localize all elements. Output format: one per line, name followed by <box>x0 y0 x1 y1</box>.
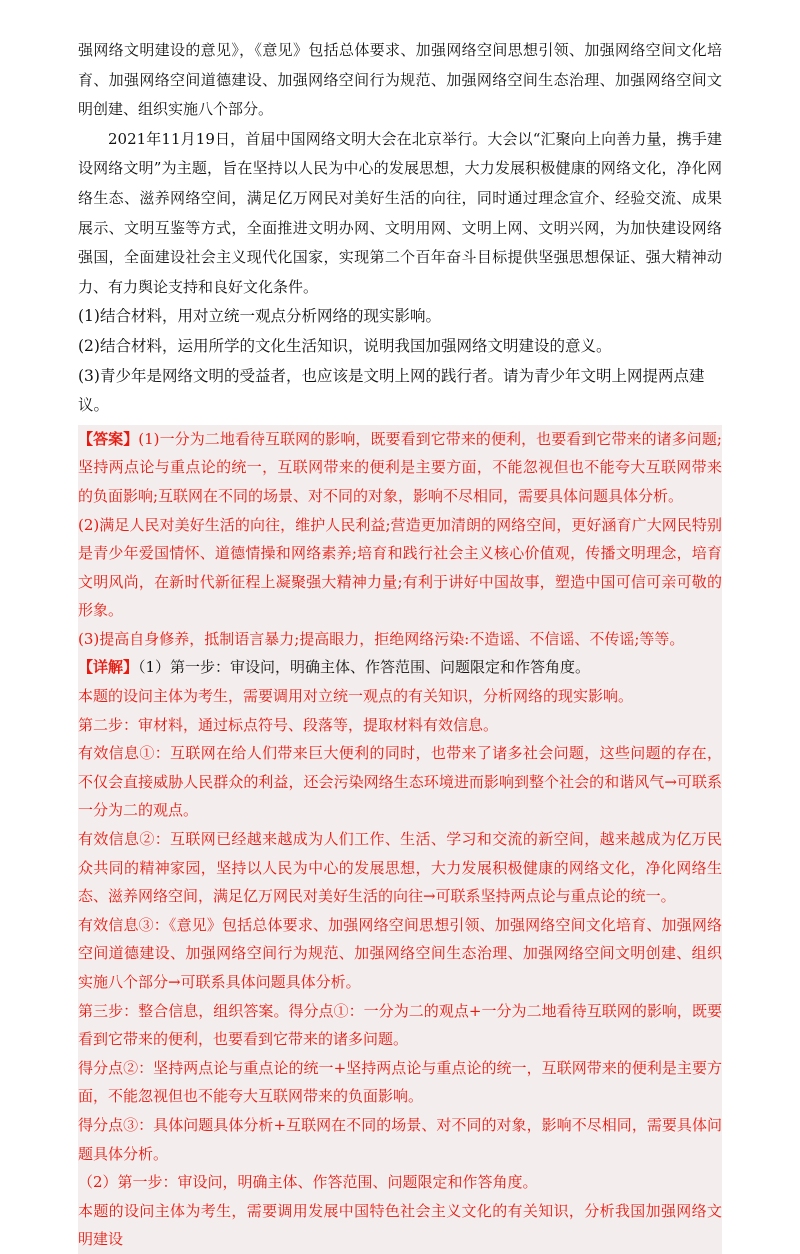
detail-paragraph: 本题的设问主体为考生，需要调用对立统一观点的有关知识，分析网络的现实影响。 <box>78 687 634 706</box>
detail-text: （1）第一步：审设问，明确主体、作答范围、问题限定和作答角度。 <box>138 658 591 677</box>
question-item: (3)青少年是网络文明的受益者，也应该是文明上网的践行者。请为青少年文明上网提两点建议。 <box>78 366 705 415</box>
questions-section <box>78 302 722 420</box>
detail-paragraph: 有效信息②：互联网已经越来越成为人们工作、生活、学习和交流的新空间，越来越成为亿万民众共同的精神家园，坚持以人民为中心的发展思想，大力发展积极健康的网络文化，净化网络生态、滋养网络空间，满足亿万网民对美好生活的向往→可联系坚持两点论与重点论的统一。 <box>78 830 722 906</box>
document-page <box>78 36 722 1254</box>
answer-label: 【答案】 <box>78 429 139 448</box>
material-paragraph: 2021年11月19日，首届中国网络文明大会在北京举行。大会以“汇聚向上向善力量，携手建设网络文明”为主题，旨在坚持以人民为中心的发展思想，大力发展积极健康的网络文化，净化网络生态、滋养网络空间，满足亿万网民对美好生活的向往，同时通过理念宣介、经验交流、成果展示、文明互鉴等方式，全面推进文明办网、文明用网、文明上网、文明兴网，为加快建设网络强国，全面建设社会主义现代化国家，实现第二个百年奋斗目标提供坚强思想保证、强大精神动力、有力舆论支持和良好文化条件。 <box>78 129 722 296</box>
answer-paragraph: (3)提高自身修养，抵制语言暴力;提高眼力，拒绝网络污染:不造谣、不信谣、不传谣;等等。 <box>78 629 685 648</box>
answer-section <box>78 425 722 1254</box>
detail-label: 【详解】 <box>78 658 139 677</box>
detail-paragraph: （2）第一步：审设问，明确主体、作答范围、问题限定和作答角度。 <box>78 1173 538 1192</box>
material-section <box>78 36 722 302</box>
detail-paragraph: 得分点②：坚持两点论与重点论的统一+坚持两点论与重点论的统一，互联网带来的便利是主要方面，不能忽视但也不能夸大互联网带来的负面影响。 <box>78 1058 722 1106</box>
answer-paragraph: (2)满足人民对美好生活的向往，维护人民利益;营造更加清朗的网络空间，更好涵育广大网民特别是青少年爱国情怀、道德情操和网络素养;培育和践行社会主义核心价值观，传播文明理念，培育文明风尚，在新时代新征程上凝聚强大精神力量;有利于讲好中国故事，塑造中国可信可亲可敬的形象。 <box>78 515 722 620</box>
detail-paragraph: 有效信息①：互联网在给人们带来巨大便利的同时，也带来了诸多社会问题，这些问题的存在，不仅会直接威胁人民群众的利益，还会污染网络生态环境进而影响到整个社会的和谐风气→可联系一分为二的观点。 <box>78 744 722 820</box>
question-item: (2)结合材料，运用所学的文化生活知识，说明我国加强网络文明建设的意义。 <box>78 336 612 355</box>
detail-paragraph: 第二步：审材料，通过标点符号、段落等，提取材料有效信息。 <box>78 715 499 734</box>
answer-paragraph <box>78 425 722 511</box>
detail-paragraph: 第三步：整合信息，组织答案。得分点①：一分为二的观点+一分为二地看待互联网的影响，既要看到它带来的便利，也要看到它带来的诸多问题。 <box>78 1001 722 1049</box>
question-item: (1)结合材料，用对立统一观点分析网络的现实影响。 <box>78 307 441 326</box>
detail-paragraph: 得分点③：具体问题具体分析+互联网在不同的场景、对不同的对象，影响不尽相同，需要具体问题具体分析。 <box>78 1115 722 1163</box>
detail-paragraph: 有效信息③：《意见》包括总体要求、加强网络空间思想引领、加强网络空间文化培育、加强网络空间道德建设、加强网络空间行为规范、加强网络空间生态治理、加强网络空间文明创建、组织实施八个部分→可联系具体问题具体分析。 <box>78 915 722 991</box>
answer-text: (1)一分为二地看待互联网的影响，既要看到它带来的便利，也要看到它带来的诸多问题;坚持两点论与重点论的统一，互联网带来的便利是主要方面，不能忽视但也不能夸大互联网带来的负面影响;互联网在不同的场景、对不同的对象，影响不尽相同，需要具体问题具体分析。 <box>78 429 722 505</box>
detail-paragraph <box>78 653 722 682</box>
detail-paragraph: 本题的设问主体为考生，需要调用发展中国特色社会主义文化的有关知识，分析我国加强网络文明建设 <box>78 1201 722 1249</box>
material-paragraph: 强网络文明建设的意见》，《意见》包括总体要求、加强网络空间思想引领、加强网络空间文化培育、加强网络空间道德建设、加强网络空间行为规范、加强网络空间生态治理、加强网络空间文明创建、组织实施八个部分。 <box>78 41 722 119</box>
